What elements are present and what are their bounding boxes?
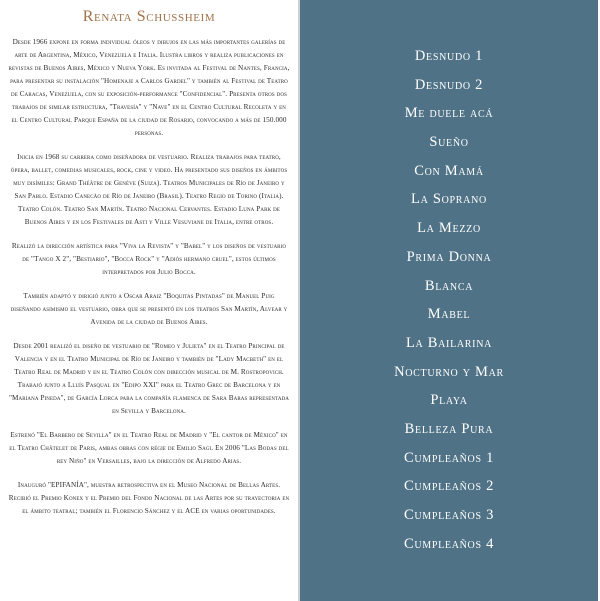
- track-list-panel: [300, 0, 598, 601]
- track-item: La Bailarina: [405, 334, 493, 351]
- track-item: Blanca: [424, 277, 474, 294]
- track-item: Cumpleaños 1: [403, 449, 495, 466]
- track-item: Me duele acá: [404, 105, 494, 122]
- track-item: Cumpleaños 2: [403, 478, 495, 495]
- track-item: Prima Donna: [406, 248, 492, 265]
- bio-paragraph: Inicia en 1968 su carrera como diseñadora de vestuario. Realiza trabajos para teatro, ópera, ballet, comedias musicales, rock, cine y video. Ha presentado sus diseños en ámbitos muy disímiles: Grand Théâtre de Genève (Suiza). Teatros Municipales de Río de Janeiro y San Pablo. Estadio Canecão de Río de Janeiro (Brasil). Teatro Regio de Torino (Italia). Teatro Colón. Teatro San Martín. Teatro Nacional Cervantes. Estadio Luna Park de Buenos Aires y en los Festivales de Asti y Ville Vesuviane de Italia, entre otros.: [10, 153, 288, 226]
- track-item: Desnudo 2: [414, 76, 484, 93]
- track-item: Sueño: [429, 134, 469, 151]
- track-item: Playa: [430, 392, 468, 409]
- track-item: La Mezzo: [417, 220, 481, 237]
- track-item: Cumpleaños 3: [403, 507, 495, 523]
- track-item: Nocturno y Mar: [394, 363, 504, 380]
- track-item: Mabel: [427, 306, 471, 323]
- bio-paragraph: Estrenó "El Barbero de Sevilla" en el Teatro Real de Madrid y "El cantor de México" en el Teatro Châtelet de Paris, ambas obras con régie de Emilio Sagi. En 2006 "Las Bodas del rey Niño" en Versailles, bajo la dirección de Alfredo Arias.: [9, 431, 289, 465]
- bio-paragraph: Desde 1966 expone en forma individual óleos y dibujos en las más importantes galerías de arte de Argentina, México, Venezuela e Italia. Ilustra libros y realiza publicaciones en revistas de Buenos Aires, México y Nueva York. Es invitada al Festival de Nantes, Francia, para presentar su instalación "Homenaje a Carlos Gardel" y también al Festival de Teatro de Caracas, Venezuela, con su exposición-performance "Confidencial". Presenta otros dos trabajos de similar estructura, "Travesía" y "Nave" en el Centro Cultural Recoleta y en el Centro Cultural Parque España de la ciudad de Rosario, convocando a más de 150.000 personas.: [8, 38, 290, 137]
- track-item: Con Mamá: [414, 162, 484, 179]
- bio-title: Renata Schussheim: [82, 8, 216, 25]
- track-item: Desnudo 1: [414, 48, 484, 64]
- track-item: La Soprano: [411, 191, 487, 208]
- track-item: Cumpleaños 4: [403, 535, 495, 552]
- track-item: Belleza Pura: [404, 420, 494, 437]
- bio-paragraph: También adaptó y dirigió junto a Oscar Araiz "Boquitas Pintadas" de Manuel Puig diseñando asimismo el vestuario, obra que se presentó en los teatros San Martín, Alvear y Avenida de la ciudad de Buenos Aires.: [10, 292, 288, 326]
- bio-paragraph: Realizó la dirección artística para "Viva la Revista" y "Babel" y los diseños de vestuario de "Tango X 2", "Bestiario", "Bocca Rock" y "Adiós hermano cruel", estos últimos interpretados por Julio Bocca.: [11, 242, 287, 276]
- bio-paragraph: Desde 2001 realizó el diseño de vestuario de "Romeo y Julieta" en el Teatro Principal de Valencia y en el Teatro Municipal de Río de Janeiro y también de "Lady Macbeth" en el Teatro Real de Madrid y en el Teatro Colón con dirección musical de M. Rostropovich. Trabajó junto a Lluís Pasqual en "Edipo XXI" para el Teatro Grec de Barcelona y en "Mariana Pineda", de García Lorca para la compañía flamenca de Sara Baras representada en Sevilla y Barcelona.: [8, 342, 289, 415]
- bio-paragraph: Inauguró "EPIFANÍA", muestra retrospectiva en el Museo Nacional de Bellas Artes. Recibió el Premio Konex y el Premio del Fondo Nacional de las Artes por su trayectoria en el ámbito teatral; también el Florencio Sánchez y el ACE en varias oportunidades.: [8, 481, 290, 515]
